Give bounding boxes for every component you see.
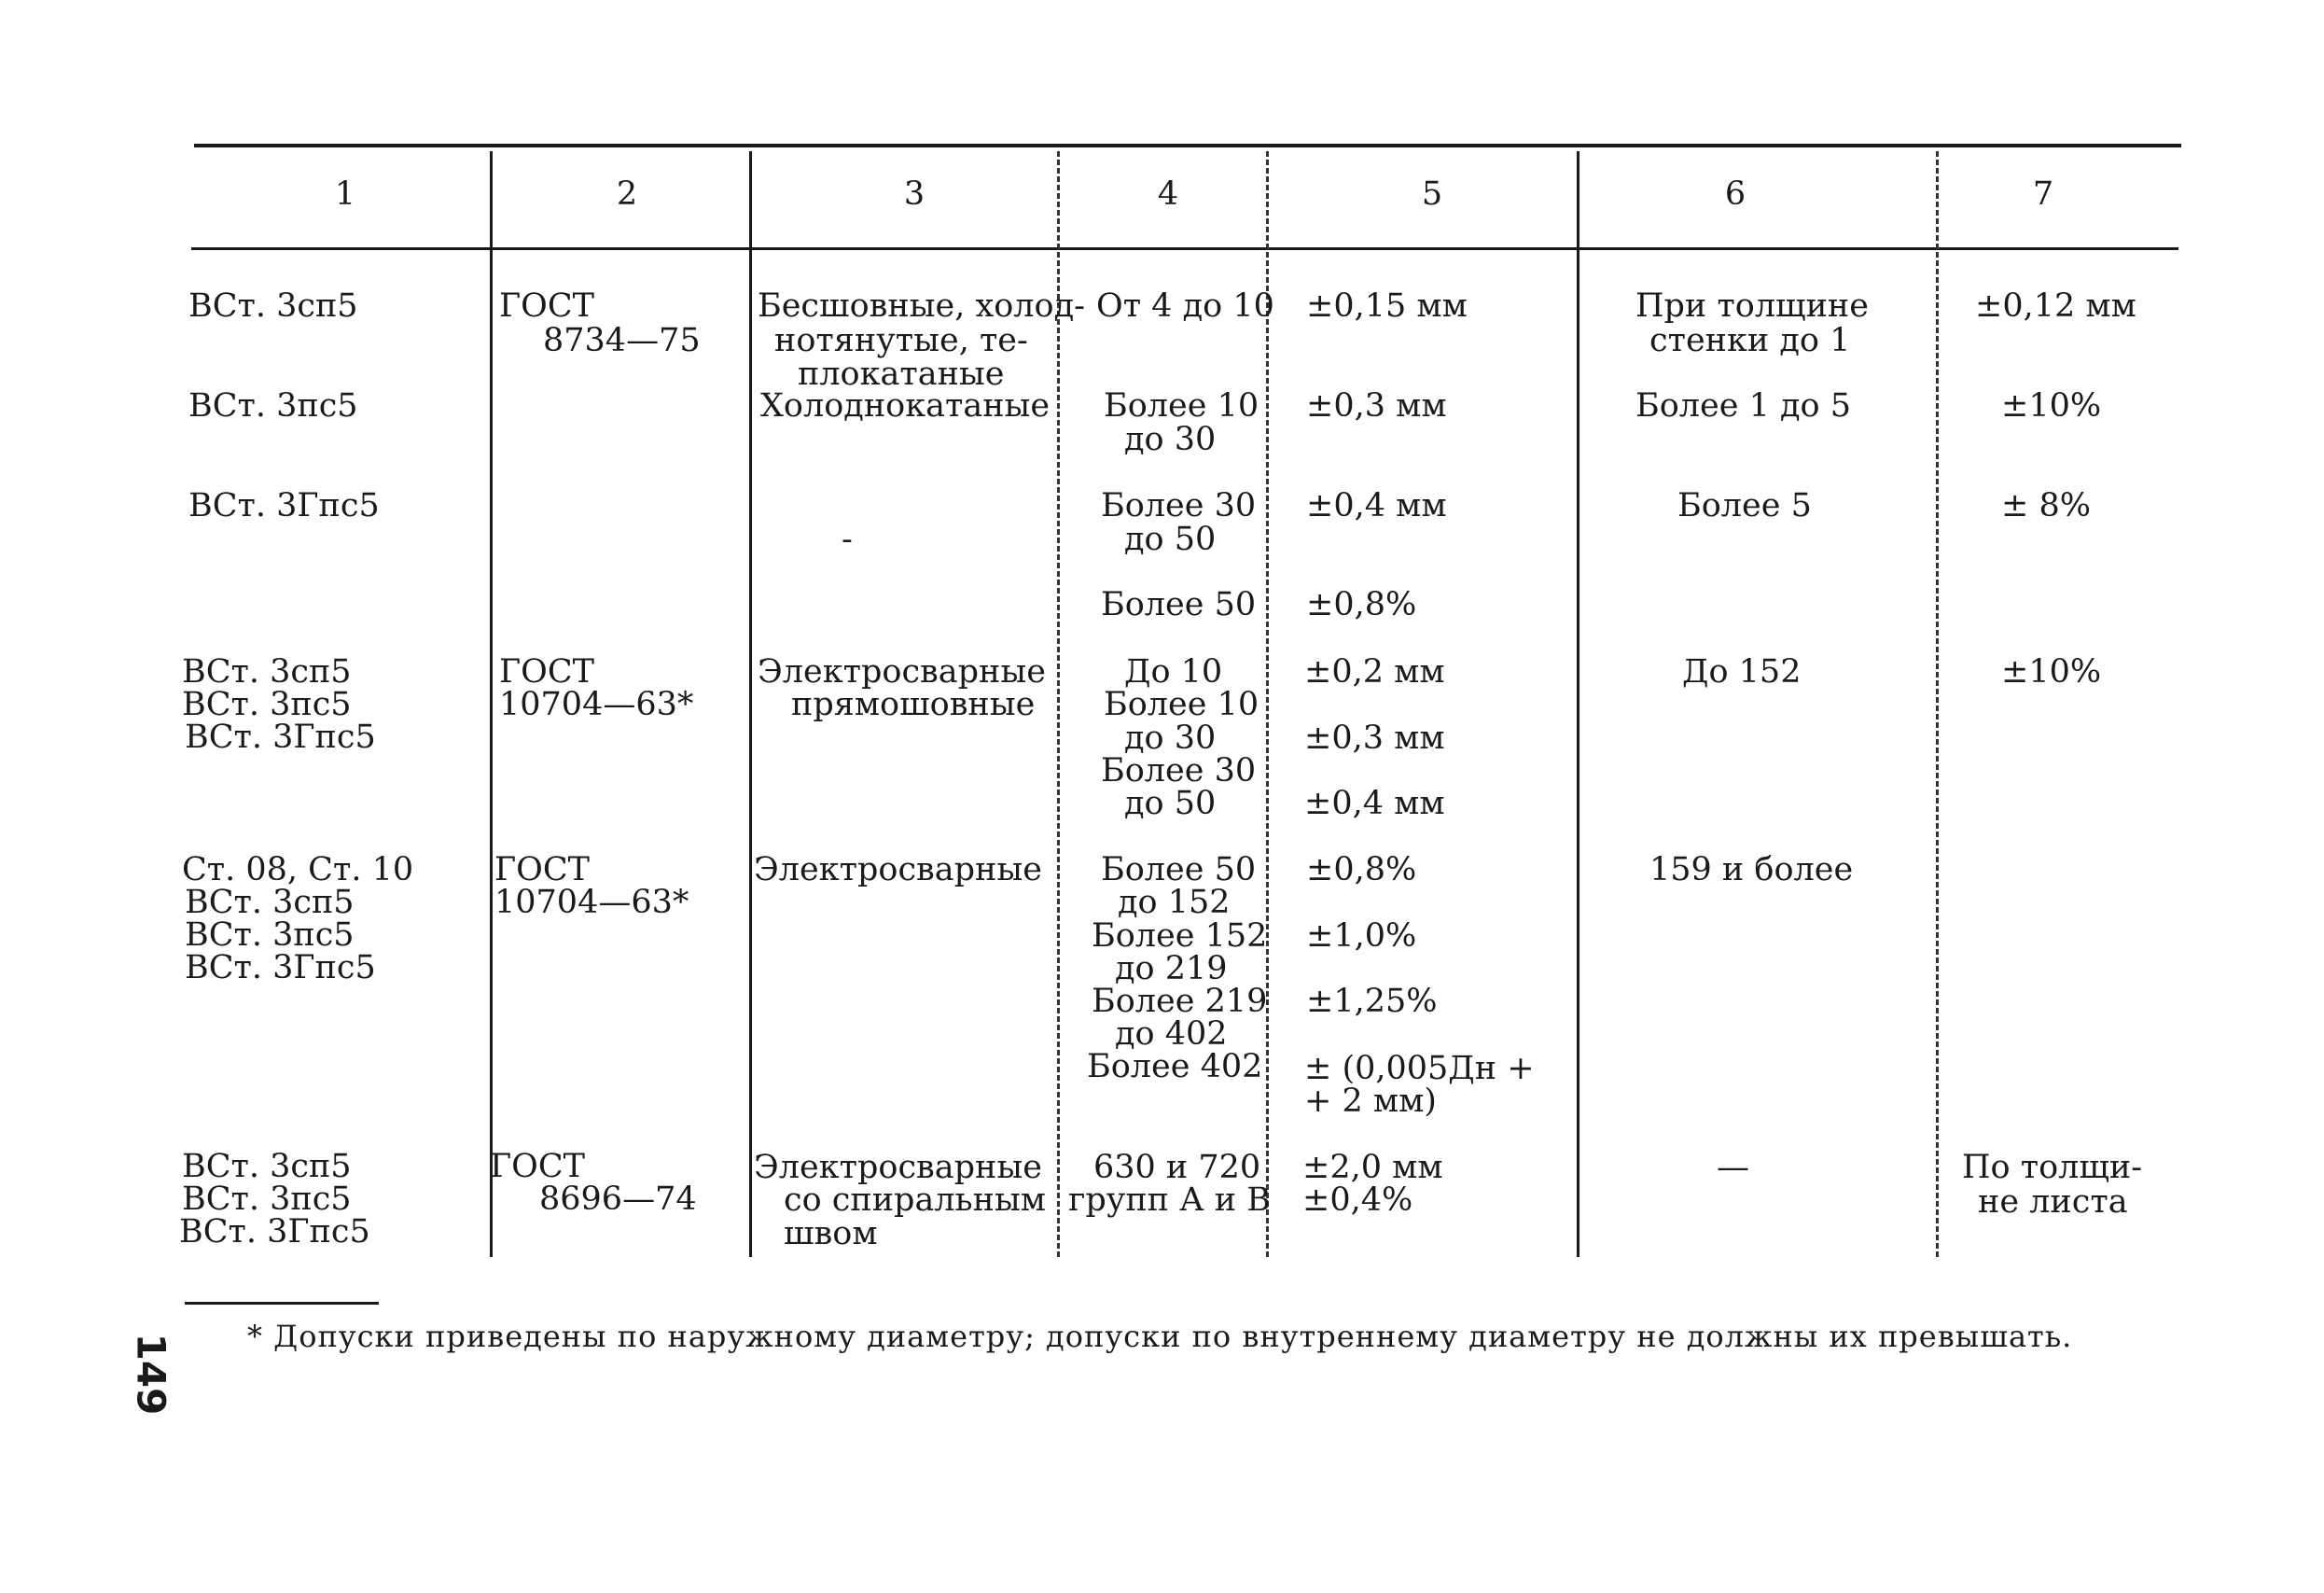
footnote-rule <box>185 1302 379 1305</box>
gost-number: ГОСТ <box>494 851 590 888</box>
diameter-tolerance: ± (0,005Дн + <box>1304 1050 1535 1087</box>
pipe-type: прямошовные <box>791 686 1036 723</box>
steel-grade: ВСт. 3сп5 <box>182 653 352 691</box>
diameter-tolerance: ±0,8% <box>1306 586 1417 623</box>
wall-tolerance: По толщи- <box>1962 1149 2143 1186</box>
outer-diameter: Более 50 <box>1101 851 1257 888</box>
header-col-7: 7 <box>2032 175 2054 213</box>
steel-grade: ВСт. 3Гпс5 <box>185 719 376 756</box>
header-col-2: 2 <box>616 175 638 213</box>
steel-grade: ВСт. 3Гпс5 <box>185 949 376 986</box>
wall-tolerance: не листа <box>1978 1183 2128 1221</box>
header-col-1: 1 <box>334 175 356 213</box>
outer-diameter: до 219 <box>1115 950 1228 987</box>
steel-grade: ВСт. 3сп5 <box>182 1148 352 1185</box>
pipe-type: Электросварные <box>754 1149 1042 1186</box>
footnote: * Допуски приведены по наружному диаметру; допуски по внутреннему диаметру не должны их превышать. <box>247 1319 2073 1354</box>
outer-diameter: групп А и В <box>1068 1181 1271 1219</box>
pipe-type: со спиральным <box>784 1181 1047 1219</box>
outer-diameter: Более 219 <box>1092 983 1268 1020</box>
outer-diameter: Более 50 <box>1101 586 1257 623</box>
wall-thickness: До 152 <box>1682 653 1802 691</box>
outer-diameter: Более 402 <box>1087 1048 1263 1085</box>
gost-number: 10704—63* <box>494 884 689 921</box>
steel-grade: ВСт. 3Гпс5 <box>188 487 380 524</box>
header-col-6: 6 <box>1724 175 1746 213</box>
pipe-type: Бесшовные, холод- <box>758 287 1085 325</box>
outer-diameter: Более 30 <box>1101 487 1257 524</box>
outer-diameter: Более 30 <box>1101 752 1257 790</box>
pipe-type: нотянутые, те- <box>774 322 1028 359</box>
diameter-tolerance: ±0,4 мм <box>1304 785 1445 822</box>
wall-thickness: Более 5 <box>1677 487 1812 524</box>
diameter-tolerance: ±0,3 мм <box>1304 720 1445 757</box>
diameter-tolerance: ±1,0% <box>1306 917 1417 955</box>
header-col-4: 4 <box>1157 175 1179 213</box>
outer-diameter: До 10 <box>1124 653 1223 691</box>
outer-diameter: до 30 <box>1124 720 1217 757</box>
diameter-tolerance: ±2,0 мм <box>1302 1149 1443 1186</box>
wall-thickness: При толщине <box>1635 287 1869 325</box>
gost-number: ГОСТ <box>499 287 594 325</box>
outer-diameter: до 152 <box>1118 884 1231 921</box>
steel-grade: ВСт. 3пс5 <box>188 387 358 425</box>
outer-diameter: до 50 <box>1124 785 1217 822</box>
gost-number: ГОСТ <box>499 653 594 691</box>
outer-diameter: до 30 <box>1124 421 1217 458</box>
diameter-tolerance: ±1,25% <box>1306 983 1438 1020</box>
outer-diameter: 630 и 720 <box>1093 1149 1261 1186</box>
steel-grade: Ст. 08, Ст. 10 <box>182 851 414 888</box>
diameter-tolerance: ±0,4% <box>1302 1181 1413 1219</box>
steel-grade: ВСт. 3пс5 <box>182 686 352 723</box>
wall-tolerance: ± 8% <box>2001 487 2091 524</box>
table-top-rule <box>194 144 2181 147</box>
header-col-3: 3 <box>903 175 925 213</box>
gost-number: 10704—63* <box>499 686 694 723</box>
gost-number: ГОСТ <box>490 1148 585 1185</box>
outer-diameter: до 402 <box>1115 1015 1228 1053</box>
diameter-tolerance: + 2 мм) <box>1304 1083 1437 1120</box>
diameter-tolerance: ±0,15 мм <box>1306 287 1468 325</box>
header-col-5: 5 <box>1421 175 1443 213</box>
pipe-type: Электросварные <box>758 653 1046 691</box>
diameter-tolerance: ±0,8% <box>1306 851 1417 888</box>
pipe-type: швом <box>784 1215 878 1252</box>
wall-tolerance: ±0,12 мм <box>1975 287 2136 325</box>
column-divider <box>1577 151 1579 1257</box>
wall-tolerance: ±10% <box>2001 653 2102 691</box>
wall-tolerance: ±10% <box>2001 387 2102 425</box>
wall-thickness: стенки до 1 <box>1649 322 1851 359</box>
column-divider <box>1936 151 1939 1257</box>
column-divider <box>490 151 493 1257</box>
wall-thickness: 159 и более <box>1649 851 1854 888</box>
gost-number: 8734—75 <box>543 322 701 359</box>
pipe-type: плокатаные <box>798 356 1005 393</box>
gost-number: 8696—74 <box>539 1181 697 1218</box>
steel-grade: ВСт. 3сп5 <box>188 287 358 325</box>
outer-diameter: до 50 <box>1124 521 1217 558</box>
page-number: 149 <box>128 1333 174 1416</box>
steel-grade: ВСт. 3пс5 <box>182 1181 352 1218</box>
outer-diameter: Более 152 <box>1092 917 1268 955</box>
pipe-type: Холоднокатаные <box>760 387 1051 425</box>
diameter-tolerance: ±0,2 мм <box>1304 653 1445 691</box>
steel-grade: ВСт. 3Гпс5 <box>179 1213 370 1251</box>
outer-diameter: От 4 до 10 <box>1096 287 1274 325</box>
steel-grade: ВСт. 3сп5 <box>185 884 355 921</box>
pipe-type: - <box>842 521 853 558</box>
column-divider <box>749 151 752 1257</box>
wall-thickness: — <box>1717 1149 1749 1186</box>
outer-diameter: Более 10 <box>1104 686 1259 723</box>
pipe-type: Электросварные <box>754 851 1042 888</box>
wall-thickness: Более 1 до 5 <box>1635 387 1851 425</box>
diameter-tolerance: ±0,4 мм <box>1306 487 1447 524</box>
outer-diameter: Более 10 <box>1104 387 1259 425</box>
diameter-tolerance: ±0,3 мм <box>1306 387 1447 425</box>
steel-grade: ВСт. 3пс5 <box>185 916 355 954</box>
